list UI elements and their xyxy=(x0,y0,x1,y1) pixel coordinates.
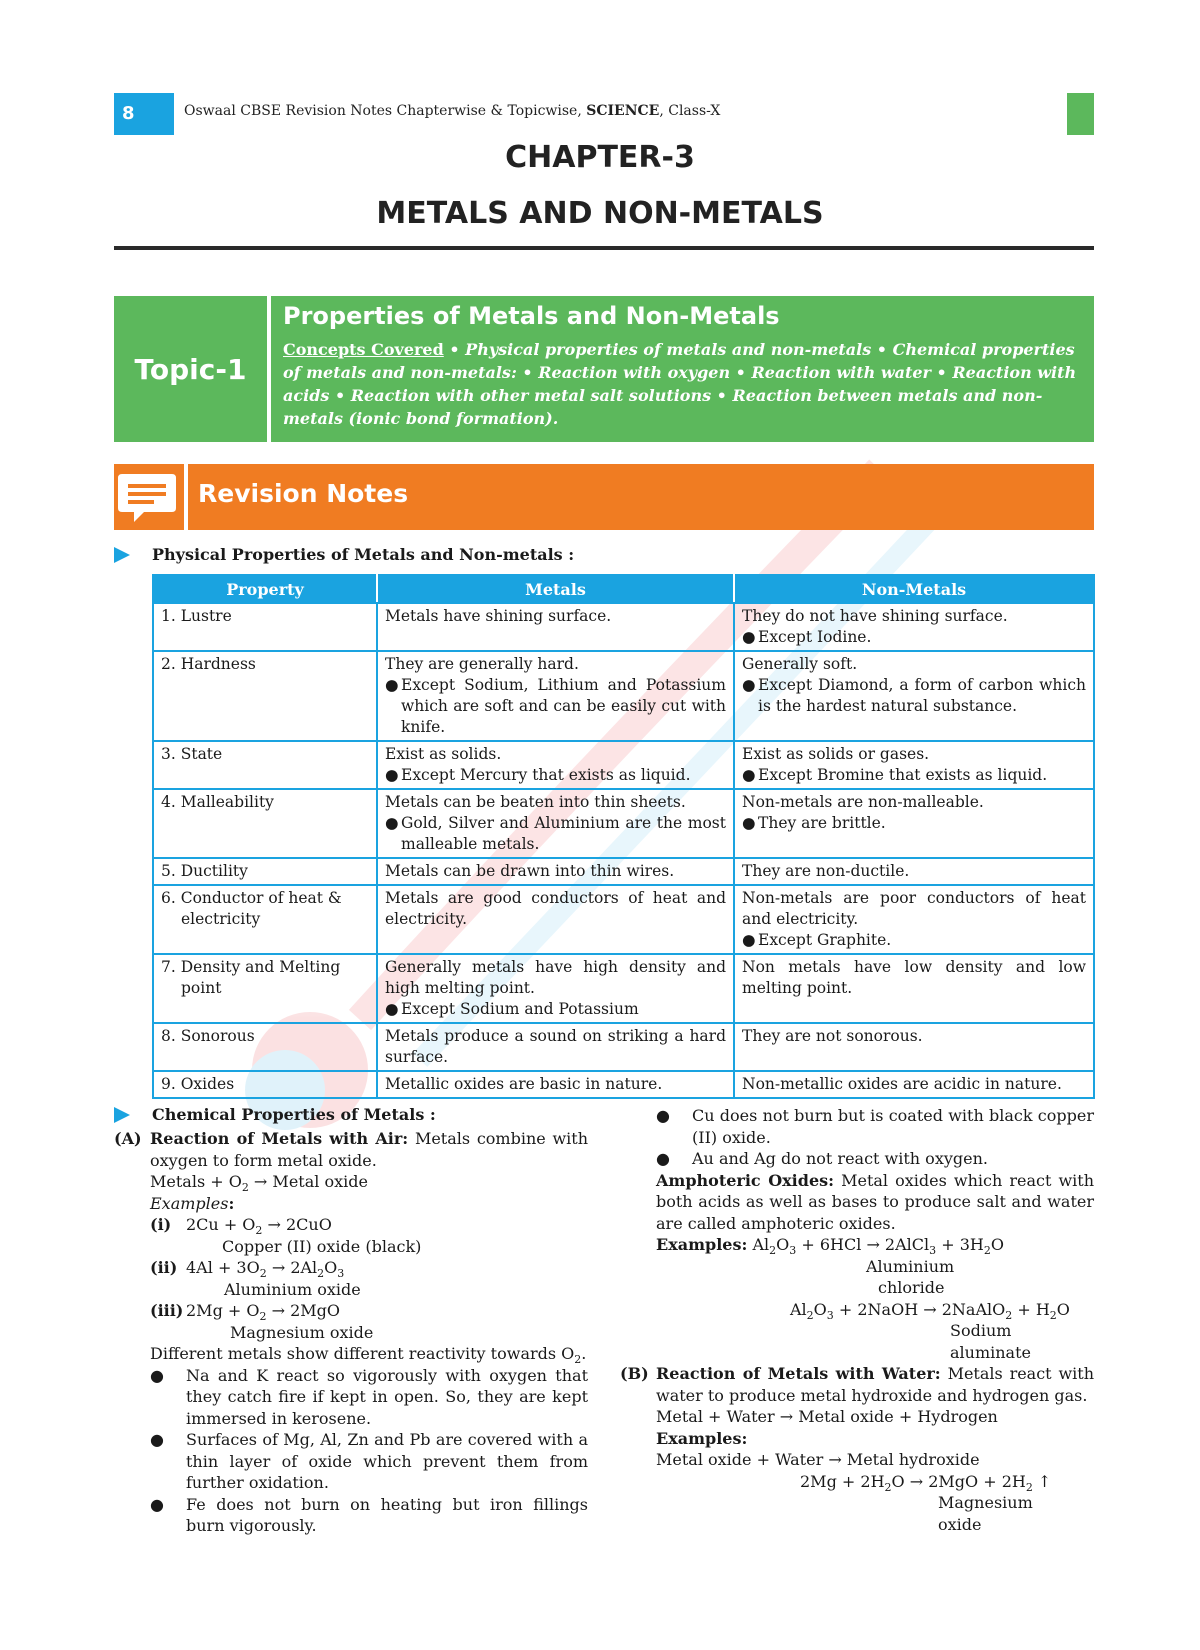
amphoteric-product-name: Sodium xyxy=(950,1321,1012,1340)
metals-cell: Metals can be beaten into thin sheets. ● Gold, Silver and Aluminium are the most malleable metals. xyxy=(377,789,734,858)
example-aluminium: (ii) $4Al + 3O_2 \to 2Al_2O_3$ xyxy=(150,1258,345,1281)
metals-cell: They are generally hard. ● Except Sodium, Lithium and Potassium which are soft and can be easily cut with knife. xyxy=(377,651,734,741)
section-arrow-icon xyxy=(114,1107,130,1123)
metals-cell: Metals are good conductors of heat and electricity. xyxy=(377,885,734,954)
table-row xyxy=(153,651,1094,741)
non-metals-cell: Exist as solids or gases. ● Except Bromine that exists as liquid. xyxy=(734,741,1094,789)
water-product-name: oxide xyxy=(938,1514,982,1534)
concepts-covered-text: • Physical properties of metals and non-metals • Chemical properties of metals and non-metals: • Reaction with oxygen • Reaction with water • Reaction with acids • Reaction with other metal salt solutions • Reaction between metals and non-metals (ionic bond formation). xyxy=(283,340,1077,428)
table-row xyxy=(153,954,1094,1023)
water-product-name: Magnesium xyxy=(938,1493,1033,1512)
revision-notes-title: Revision Notes xyxy=(198,479,409,508)
metals-cell: Metallic oxides are basic in nature. xyxy=(377,1071,734,1098)
water-general-equation: Metal + Water → Metal oxide + Hydrogen xyxy=(656,1407,998,1426)
non-metals-cell: They are non-ductile. xyxy=(734,858,1094,885)
examples-label: Examples: xyxy=(150,1193,235,1213)
example-magnesium-product: Magnesium oxide xyxy=(230,1322,374,1342)
water-example-magnesium: $2Mg + 2H_2O \to 2MgO + 2H_2$ ↑ xyxy=(800,1471,1052,1494)
metals-cell: Exist as solids. ● Except Mercury that exists as liquid. xyxy=(377,741,734,789)
table-row xyxy=(153,789,1094,858)
metals-exception: ● Except Mercury that exists as liquid. xyxy=(385,766,691,784)
example-copper: (i) $2Cu + O_2 \to 2CuO$ xyxy=(150,1215,332,1238)
amphoteric-oxides: Amphoteric Oxides: Metal oxides which react with both acids as well as bases to produce salt and water are called amphoteric oxides. xyxy=(656,1170,1094,1233)
column-header-metals: Metals xyxy=(377,575,734,603)
topic-title: Properties of Metals and Non-Metals xyxy=(283,302,780,330)
page-number: 8 xyxy=(114,93,174,135)
reaction-with-water: (B) Reaction of Metals with Water: Metals react with water to produce metal hydroxide and hydrogen gas. xyxy=(620,1364,1095,1405)
list-item: ● Surfaces of Mg, Al, Zn and Pb are covered with a thin layer of oxide which prevent them from further oxidation. xyxy=(150,1430,588,1492)
air-general-equation: Metals + $O_2$ → Metal oxide xyxy=(150,1172,368,1195)
list-item: ● Na and K react so vigorously with oxygen that they catch fire if kept in open. So, they are kept immersed in kerosene. xyxy=(150,1365,588,1428)
metals-exception: ● Except Sodium, Lithium and Potassium which are soft and can be easily cut with knife. xyxy=(385,676,726,736)
concepts-covered-label: Concepts Covered xyxy=(283,340,444,359)
list-item: ● Au and Ag do not react with oxygen. xyxy=(656,1149,988,1168)
amphoteric-product-name: chloride xyxy=(878,1278,945,1297)
chemical-properties-heading: Chemical Properties of Metals : xyxy=(152,1105,436,1124)
property-cell: 8. Sonorous xyxy=(153,1023,377,1071)
metals-exception: ● Except Sodium and Potassium xyxy=(385,1000,639,1018)
example-copper-product: Copper (II) oxide (black) xyxy=(222,1236,422,1256)
non-metals-exception: ● Except Diamond, a form of carbon which is the hardest natural substance. xyxy=(742,676,1086,715)
title-rule xyxy=(114,246,1094,250)
list-item: ● Cu does not burn but is coated with black copper (II) oxide. xyxy=(656,1106,1094,1147)
example-magnesium: (iii) $2Mg + O_2 \to 2MgO$ xyxy=(150,1301,340,1324)
water-equation: Metal oxide + Water → Metal hydroxide xyxy=(656,1450,980,1469)
table-row xyxy=(153,885,1094,954)
non-metals-cell: They do not have shining surface. ● Except Iodine. xyxy=(734,603,1094,651)
metals-cell: Metals produce a sound on striking a hard surface. xyxy=(377,1023,734,1071)
metals-cell: Generally metals have high density and high melting point. ● Except Sodium and Potassium xyxy=(377,954,734,1023)
table-row xyxy=(153,858,1094,885)
amphoteric-example-acid: Examples: $Al_2O_3 + 6HCl$ → 2AlCl$_3$ + $3H_2O$ xyxy=(656,1235,1004,1258)
amphoteric-product-name: Aluminium xyxy=(866,1256,955,1276)
non-metals-exception: ● Except Graphite. xyxy=(742,931,892,949)
property-cell: 4. Malleability xyxy=(153,789,377,858)
metals-cell: Metals can be drawn into thin wires. xyxy=(377,858,734,885)
table-header-row xyxy=(153,575,1094,603)
column-header-property: Property xyxy=(153,575,377,603)
property-cell: 3. State xyxy=(153,741,377,789)
column-header-non-metals: Non-Metals xyxy=(734,575,1094,603)
table-row xyxy=(153,1023,1094,1071)
non-metals-cell: Non-metals are poor conductors of heat and electricity. ● Except Graphite. xyxy=(734,885,1094,954)
physical-properties-heading: Physical Properties of Metals and Non-metals : xyxy=(152,545,575,564)
chapter-title: METALS AND NON-METALS xyxy=(376,196,824,231)
property-cell: 5. Ductility xyxy=(153,858,377,885)
reactivity-note: Different metals show different reactivity towards $O_2$. xyxy=(150,1344,587,1367)
right-column xyxy=(620,1105,1094,1535)
property-cell: 9. Oxides xyxy=(153,1071,377,1098)
non-metals-exception: ● They are brittle. xyxy=(742,814,886,832)
running-head: Oswaal CBSE Revision Notes Chapterwise & Topicwise, SCIENCE, Class-X xyxy=(184,103,721,119)
chapter-number: CHAPTER-3 xyxy=(505,140,695,175)
non-metals-cell: They are not sonorous. xyxy=(734,1023,1094,1071)
property-cell: 2. Hardness xyxy=(153,651,377,741)
concepts-covered xyxy=(283,338,1082,430)
table-row xyxy=(153,741,1094,789)
properties-table xyxy=(152,574,1095,1099)
property-cell: 1. Lustre xyxy=(153,603,377,651)
property-cell: 7. Density and Melting point xyxy=(153,954,377,1023)
section-arrow-icon xyxy=(114,547,130,563)
non-metals-exception: ● Except Iodine. xyxy=(742,628,872,646)
chapter-tab-marker xyxy=(1067,93,1094,135)
metals-exception: ● Gold, Silver and Aluminium are the most malleable metals. xyxy=(385,814,726,853)
notes-speech-bubble-icon xyxy=(114,464,180,530)
table-row xyxy=(153,1071,1094,1098)
table-row xyxy=(153,603,1094,651)
non-metals-cell: Non metals have low density and low melting point. xyxy=(734,954,1094,1023)
non-metals-cell: Non-metals are non-malleable. ● They are brittle. xyxy=(734,789,1094,858)
non-metals-cell: Generally soft. ● Except Diamond, a form of carbon which is the hardest natural substance. xyxy=(734,651,1094,741)
amphoteric-example-base: $Al_2O_3$ + 2NaOH → 2NaAlO$_2$ + $H_2O$ xyxy=(790,1299,1070,1322)
topic-label: Topic-1 xyxy=(114,296,267,442)
amphoteric-product-name: aluminate xyxy=(950,1342,1031,1362)
revision-notes-divider xyxy=(184,464,188,530)
metals-cell: Metals have shining surface. xyxy=(377,603,734,651)
property-cell: 6. Conductor of heat & electricity xyxy=(153,885,377,954)
water-examples-label: Examples: xyxy=(656,1428,748,1448)
list-item: ● Fe does not burn on heating but iron fillings burn vigorously. xyxy=(150,1494,588,1535)
topic-panel xyxy=(271,296,1094,442)
non-metals-exception: ● Except Bromine that exists as liquid. xyxy=(742,766,1048,784)
non-metals-cell: Non-metallic oxides are acidic in nature. xyxy=(734,1071,1094,1098)
example-aluminium-product: Aluminium oxide xyxy=(224,1279,361,1299)
left-column xyxy=(114,1128,588,1537)
reaction-with-air: (A) Reaction of Metals with Air: Metals combine with oxygen to form metal oxide. xyxy=(114,1129,588,1170)
